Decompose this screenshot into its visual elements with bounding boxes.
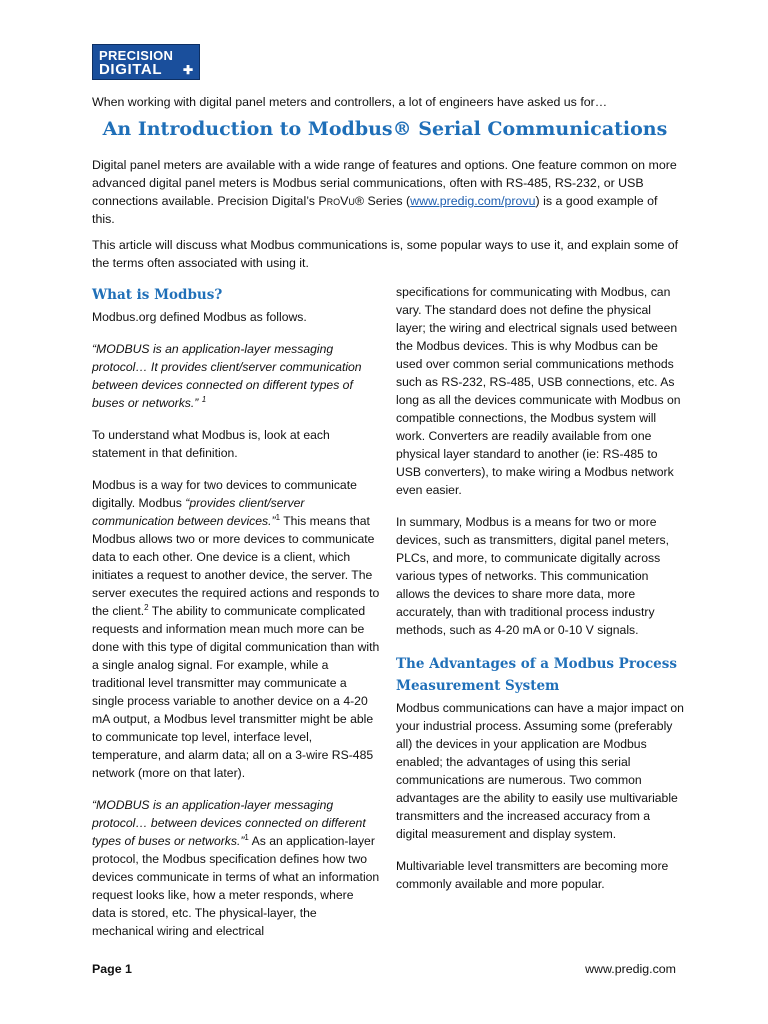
right-paragraph-4: Multivariable level transmitters are becoming more commonly available and more popular. bbox=[396, 859, 669, 891]
document-title: An Introduction to Modbus® Serial Communications bbox=[102, 118, 668, 140]
logo-text-line2: DIGITAL bbox=[99, 61, 163, 78]
left-paragraph-3: Modbus is a way for two devices to communicate digitally. Modbus “provides client/server communication between devices.”$^1$ This means that Modbus allows two or more devices to communicate data to each other. One device is a client, which initiates a request to another device, the server. The server executes the required actions and responds to the client.$^2$ The ability to communicate complicated requests and information mean much more can be done with this type of digital communication than with a single analog signal. For example, while a traditional level transmitter may communicate a single process variable to another device on a 4-20 mA output, a Modbus level transmitter might be able to communicate top level, interface level, temperature, and alarm data; all on a 3-wire RS-485 network (more on that later). bbox=[92, 478, 380, 780]
logo-plus-icon: ✚ bbox=[182, 63, 193, 77]
left-quote-1: “MODBUS is an application-layer messaging protocol… It provides client/server communication between devices connected on different types of buses or networks.” $^1$ bbox=[92, 342, 362, 410]
precision-digital-logo bbox=[92, 44, 200, 80]
provu-brand: ProVu bbox=[318, 194, 355, 208]
right-paragraph-3: Modbus communications can have a major impact on your industrial process. Assuming some (preferably all) the devices in your application are Modbus enabled; the advantages of using this serial communications are numerous. Two common advantages are the ability to easily use multivariable transmitters and the increased accuracy from a digital measurement and display system. bbox=[396, 701, 684, 841]
page-number: Page 1 bbox=[92, 962, 132, 976]
right-paragraph-2: In summary, Modbus is a means for two or more devices, such as transmitters, digital panel meters, PLCs, and more, to communicate digitally across various types of networks. This communication allows the devices to share more data, more accurately, than with traditional process industry methods, such as 4-20 mA or 0-10 V signals. bbox=[396, 515, 669, 637]
left-column bbox=[92, 284, 380, 954]
intro-paragraph-1: Digital panel meters are available with a wide range of features and options. One feature common on more advanced digital panel meters is Modbus serial communications, often with RS-485, RS-232, or USB connections available. Precision Digital’s ProVu® Series (www.predig.com/provu) is a good example of this. bbox=[92, 158, 677, 226]
intro-line: When working with digital panel meters and controllers, a lot of engineers have asked us for… bbox=[92, 95, 608, 109]
intro-paragraph-2: This article will discuss what Modbus communications is, some popular ways to use it, and explain some of the terms often associated with using it. bbox=[92, 238, 679, 270]
footer-website-link[interactable]: www.predig.com bbox=[585, 962, 676, 976]
provu-link[interactable]: www.predig.com/provu bbox=[410, 194, 536, 208]
left-paragraph-1: Modbus.org defined Modbus as follows. bbox=[92, 310, 307, 324]
right-paragraph-1: specifications for communicating with Modbus, can vary. The standard does not define the physical layer; the wiring and electrical signals used between the Modbus devices. This is why Modbus can be used over common serial communications methods such as RS-232, RS-485, USB connections, etc. As long as all the devices communicate with Modbus on compatible connections, the Modbus system will work. Converters are readily available from one physical layer standard to another (ie: RS-485 to USB converters), to make wiring a Modbus network even easier. bbox=[396, 285, 681, 497]
section-heading-advantages: The Advantages of a Modbus Process Measurement System bbox=[396, 656, 677, 694]
left-paragraph-4: “MODBUS is an application-layer messaging protocol… between devices connected on different types of buses or networks.”$^1$ As an application-layer protocol, the Modbus specification defines how two devices communicate in terms of what an information request looks like, how a meter responds, where data is stored, etc. The physical-layer, the mechanical wiring and electrical bbox=[92, 798, 380, 938]
section-heading-what-is-modbus: What is Modbus? bbox=[92, 287, 223, 303]
right-column bbox=[396, 283, 684, 907]
logo-text-line1: PRECISION bbox=[99, 48, 174, 63]
left-paragraph-2: To understand what Modbus is, look at each statement in that definition. bbox=[92, 428, 330, 460]
